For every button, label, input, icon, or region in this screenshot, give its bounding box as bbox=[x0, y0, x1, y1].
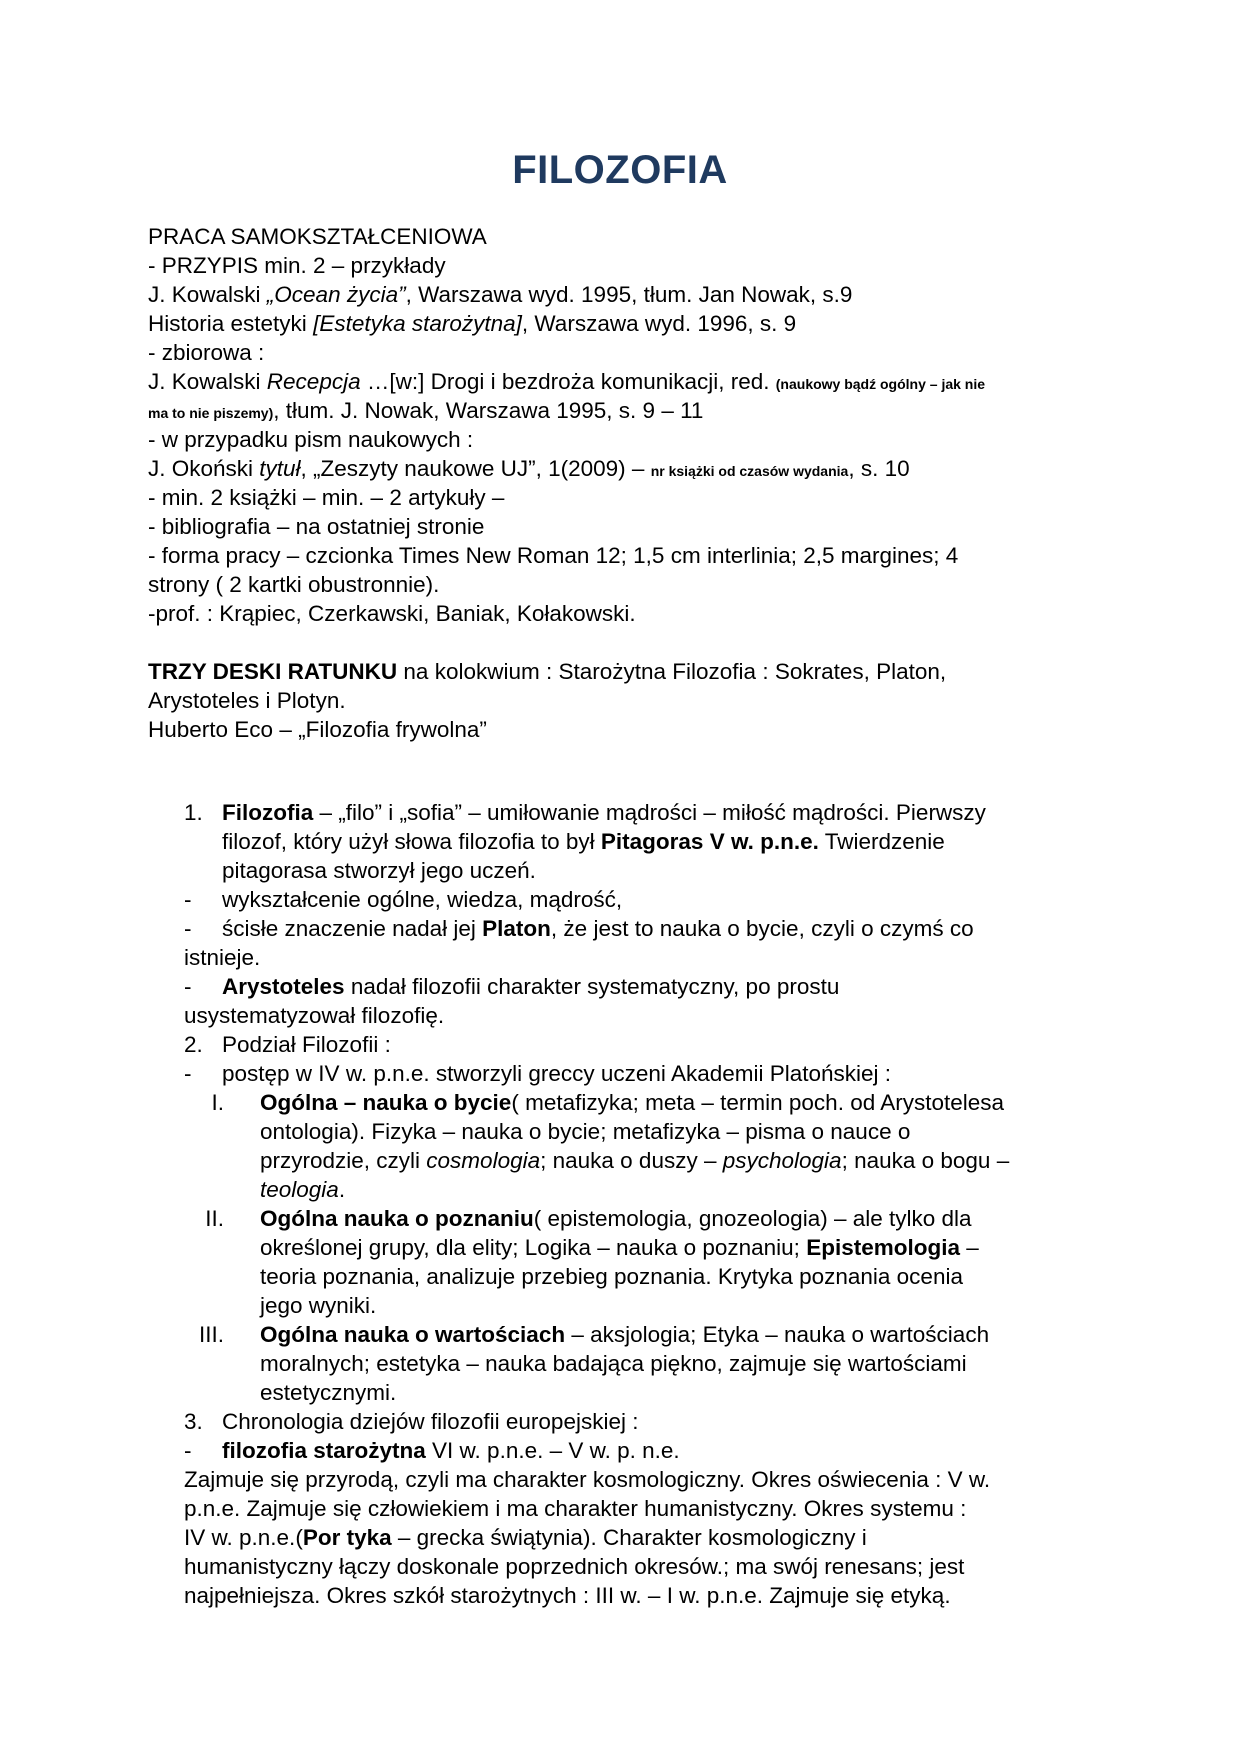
text-line: strony ( 2 kartki obustronnie). bbox=[148, 572, 440, 597]
citation-example: J. Kowalski Recepcja …[w:] Drogi i bezdroża komunikacji, red. (naukowy bądź ogólny – jak nie bbox=[148, 369, 986, 394]
text-line: - PRZYPIS min. 2 – przykłady bbox=[148, 253, 446, 278]
section-heading: PRACA SAMOKSZTAŁCENIOWA bbox=[148, 224, 487, 249]
citation-example: J. Okoński tytuł, „Zeszyty naukowe UJ”, 1(2009) – nr książki od czasów wydania, s. 10 bbox=[148, 456, 910, 481]
text-line: - w przypadku pism naukowych : bbox=[148, 427, 474, 452]
text-line: - forma pracy – czcionka Times New Roman 12; 1,5 cm interlinia; 2,5 margines; 4 bbox=[148, 543, 959, 568]
text-line: - bibliografia – na ostatniej stronie bbox=[148, 514, 485, 539]
dash-item: - ścisłe znaczenie nadał jej Platon, że jest to nauka o bycie, czyli o czymś co bbox=[184, 916, 974, 941]
text-line: IV w. p.n.e.(Por tyka – grecka świątynia). Charakter kosmologiczny i bbox=[184, 1525, 867, 1550]
self-study-section bbox=[148, 222, 1098, 628]
dash-item: - postęp w IV w. p.n.e. stworzyli greccy uczeni Akademii Platońskiej : bbox=[184, 1061, 892, 1086]
text-line: - min. 2 książki – min. – 2 artykuły – bbox=[148, 485, 505, 510]
text-line: - zbiorowa : bbox=[148, 340, 265, 365]
text-line: Arystoteles i Plotyn. bbox=[148, 688, 346, 713]
list-item-1: 1. Filozofia – „filo” i „sofia” – umiłowanie mądrości – miłość mądrości. Pierwszy filozof, który użył słowa filozofia to był Pitagoras V w. p.n.e. Twierdzenie pitagorasa stworzył jego uczeń. bbox=[184, 800, 986, 883]
list-number: 2. bbox=[184, 1032, 203, 1057]
dash-item: - filozofia starożytna VI w. p.n.e. – V w. p. n.e. bbox=[184, 1438, 680, 1463]
text-line: p.n.e. Zajmuje się człowiekiem i ma charakter humanistyczny. Okres systemu : bbox=[184, 1496, 967, 1521]
text-line: -prof. : Krąpiec, Czerkawski, Baniak, Kołakowski. bbox=[148, 601, 636, 626]
numbered-list bbox=[184, 798, 1104, 1610]
list-item-2: 2. Podział Filozofii : bbox=[184, 1032, 391, 1057]
rescue-section bbox=[148, 657, 1098, 744]
roman-number: I. bbox=[211, 1090, 224, 1115]
dash-item: - wykształcenie ogólne, wiedza, mądrość, bbox=[184, 887, 623, 912]
roman-item-3: III. Ogólna nauka o wartościach – aksjologia; Etyka – nauka o wartościach moralnych; estetyka – nauka badająca piękno, zajmuje się wartościami estetycznymi. bbox=[184, 1320, 1104, 1407]
list-number: 1. bbox=[184, 800, 203, 825]
citation-example: Historia estetyki [Estetyka starożytna], Warszawa wyd. 1996, s. 9 bbox=[148, 311, 797, 336]
roman-number: III. bbox=[198, 1322, 224, 1347]
list-number: 3. bbox=[184, 1409, 203, 1434]
list-item-3: 3. Chronologia dziejów filozofii europejskiej : bbox=[184, 1409, 639, 1434]
page-title: FILOZOFIA bbox=[512, 148, 728, 192]
text-line: Huberto Eco – „Filozofia frywolna” bbox=[148, 717, 487, 742]
text-line: TRZY DESKI RATUNKU na kolokwium : Starożytna Filozofia : Sokrates, Platon, bbox=[148, 659, 947, 684]
text-line: humanistyczny łączy doskonale poprzednich okresów.; ma swój renesans; jest bbox=[184, 1554, 965, 1579]
text-line: usystematyzował filozofię. bbox=[184, 1003, 445, 1028]
dash-item: - Arystoteles nadał filozofii charakter systematyczny, po prostu bbox=[184, 974, 840, 999]
text-line: istnieje. bbox=[184, 945, 261, 970]
text-line: Zajmuje się przyrodą, czyli ma charakter kosmologiczny. Okres oświecenia : V w. bbox=[184, 1467, 991, 1492]
citation-example: J. Kowalski „Ocean życia”, Warszawa wyd. 1995, tłum. Jan Nowak, s.9 bbox=[148, 282, 853, 307]
roman-item-2: II. Ogólna nauka o poznaniu( epistemologia, gnozeologia) – ale tylko dla określonej grupy, dla elity; Logika – nauka o poznaniu; Epistemologia – teoria poznania, analizuje przebieg poznania. Krytyka poznania ocenia jego wyniki. bbox=[184, 1204, 1104, 1320]
citation-example: ma to nie piszemy), tłum. J. Nowak, Warszawa 1995, s. 9 – 11 bbox=[148, 398, 704, 423]
roman-item-1: I. Ogólna – nauka o bycie( metafizyka; meta – termin poch. od Arystotelesa ontologia). Fizyka – nauka o bycie; metafizyka – pisma o nauce o przyrodzie, czyli cosmologia; nauka o duszy – psychologia; nauka o bogu – teologia. bbox=[184, 1088, 1104, 1204]
roman-number: II. bbox=[205, 1206, 224, 1231]
text-line: najpełniejsza. Okres szkół starożytnych : III w. – I w. p.n.e. Zajmuje się etyką. bbox=[184, 1583, 951, 1608]
